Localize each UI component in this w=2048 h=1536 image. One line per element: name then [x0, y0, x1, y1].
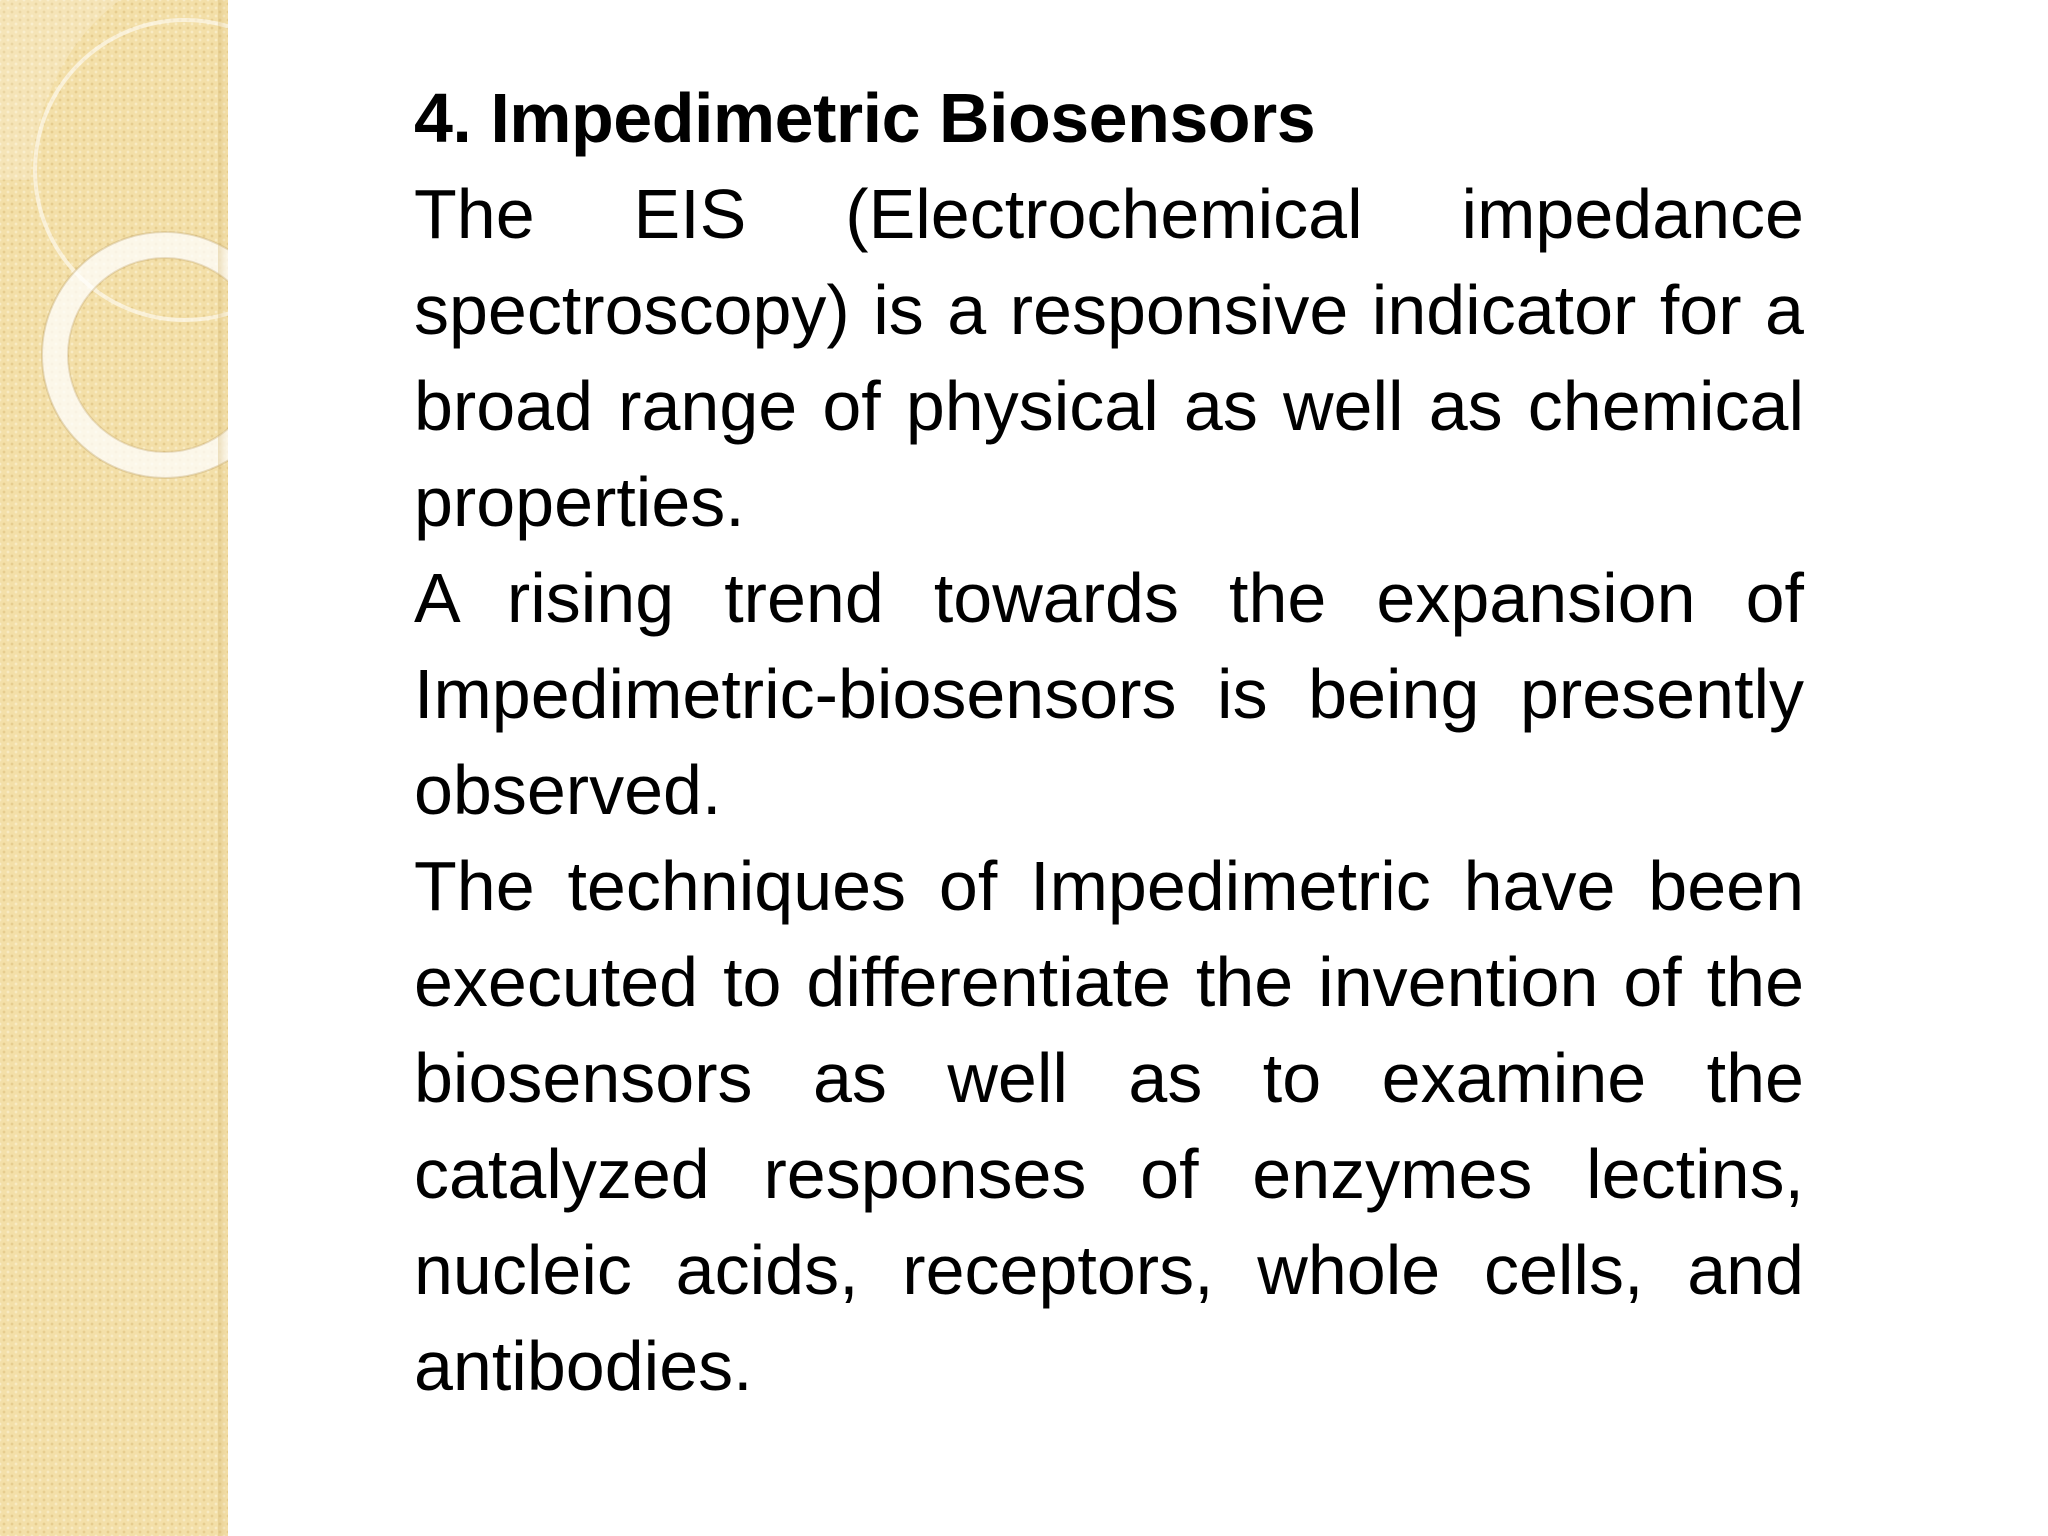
- thick-ring: [55, 245, 228, 465]
- large-ring-arc: [35, 20, 228, 320]
- paragraph-rising-trend: A rising trend towards the expansion of Impedimetric-biosensors is being presently observed.: [414, 559, 1804, 829]
- slide-content: [414, 70, 1804, 1414]
- paragraph-eis: The EIS (Electrochemical impedance spectroscopy) is a responsive indicator for a broad range of physical as well as chemical properties.: [414, 175, 1804, 541]
- decorative-side-band: [0, 0, 228, 1536]
- slide-heading: 4. Impedimetric Biosensors: [414, 79, 1316, 157]
- side-band-edge: [218, 0, 228, 1536]
- decorative-rings: [0, 0, 228, 520]
- paragraph-techniques: The techniques of Impedimetric have been executed to differentiate the invention of the biosensors as well as to examine the catalyzed responses of enzymes lectins, nucleic acids, receptors, whole cells, and antibodies.: [414, 847, 1804, 1405]
